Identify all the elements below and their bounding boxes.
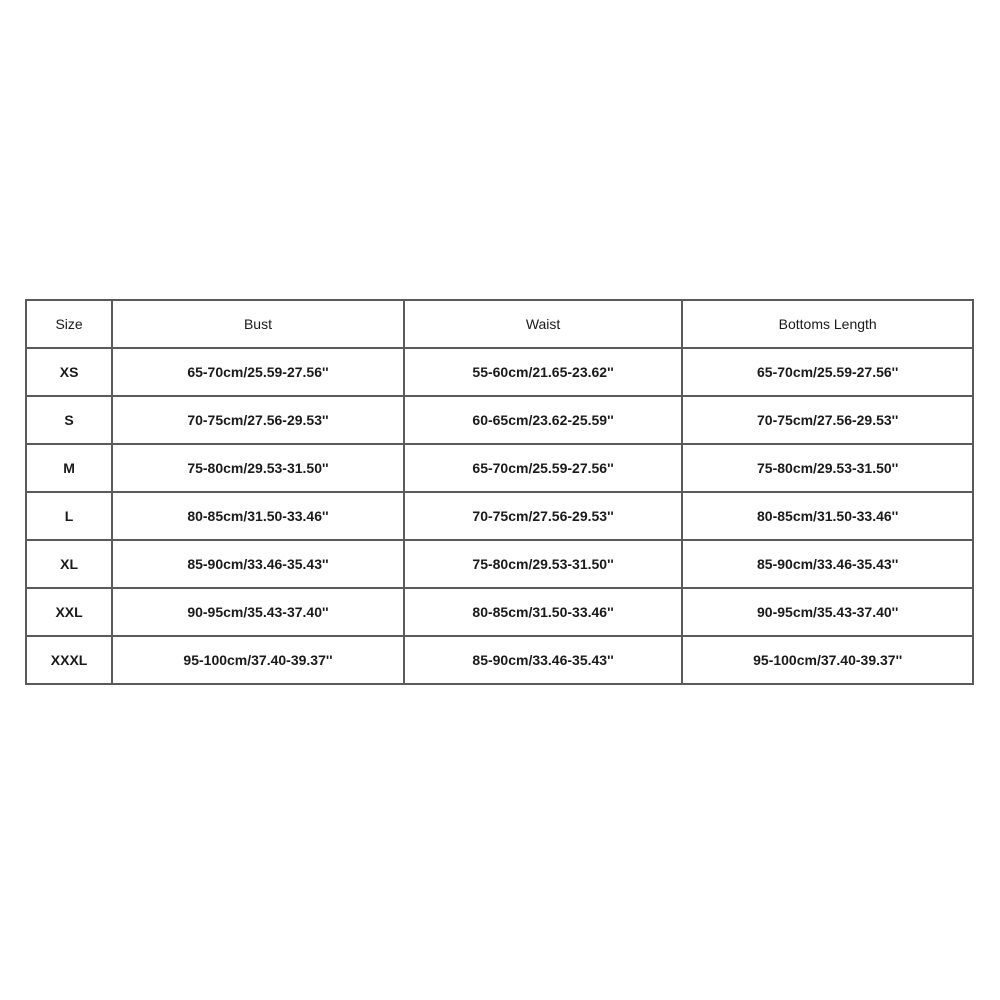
bottoms-length-cell: 65-70cm/25.59-27.56'' [682, 348, 973, 396]
table-row [26, 396, 973, 444]
header-waist: Waist [404, 300, 683, 348]
size-chart-table [25, 299, 974, 685]
bust-cell: 75-80cm/29.53-31.50'' [112, 444, 404, 492]
header-size: Size [26, 300, 112, 348]
size-cell: M [26, 444, 112, 492]
header-row [26, 300, 973, 348]
size-cell: XXXL [26, 636, 112, 684]
header-bottoms-length: Bottoms Length [682, 300, 973, 348]
table-row [26, 588, 973, 636]
waist-cell: 85-90cm/33.46-35.43'' [404, 636, 683, 684]
waist-cell: 55-60cm/21.65-23.62'' [404, 348, 683, 396]
bottoms-length-cell: 80-85cm/31.50-33.46'' [682, 492, 973, 540]
bust-cell: 70-75cm/27.56-29.53'' [112, 396, 404, 444]
table-row [26, 444, 973, 492]
bottoms-length-cell: 90-95cm/35.43-37.40'' [682, 588, 973, 636]
bottoms-length-cell: 85-90cm/33.46-35.43'' [682, 540, 973, 588]
waist-cell: 70-75cm/27.56-29.53'' [404, 492, 683, 540]
bust-cell: 80-85cm/31.50-33.46'' [112, 492, 404, 540]
waist-cell: 65-70cm/25.59-27.56'' [404, 444, 683, 492]
bottoms-length-cell: 95-100cm/37.40-39.37'' [682, 636, 973, 684]
bust-cell: 95-100cm/37.40-39.37'' [112, 636, 404, 684]
size-cell: XS [26, 348, 112, 396]
bust-cell: 65-70cm/25.59-27.56'' [112, 348, 404, 396]
waist-cell: 75-80cm/29.53-31.50'' [404, 540, 683, 588]
waist-cell: 60-65cm/23.62-25.59'' [404, 396, 683, 444]
table-header [26, 300, 973, 348]
table-row [26, 348, 973, 396]
bottoms-length-cell: 75-80cm/29.53-31.50'' [682, 444, 973, 492]
table-row [26, 540, 973, 588]
waist-cell: 80-85cm/31.50-33.46'' [404, 588, 683, 636]
size-cell: XXL [26, 588, 112, 636]
size-cell: XL [26, 540, 112, 588]
table-row [26, 636, 973, 684]
bottoms-length-cell: 70-75cm/27.56-29.53'' [682, 396, 973, 444]
table-row [26, 492, 973, 540]
size-cell: S [26, 396, 112, 444]
header-bust: Bust [112, 300, 404, 348]
table-body [26, 348, 973, 684]
bust-cell: 85-90cm/33.46-35.43'' [112, 540, 404, 588]
bust-cell: 90-95cm/35.43-37.40'' [112, 588, 404, 636]
size-cell: L [26, 492, 112, 540]
